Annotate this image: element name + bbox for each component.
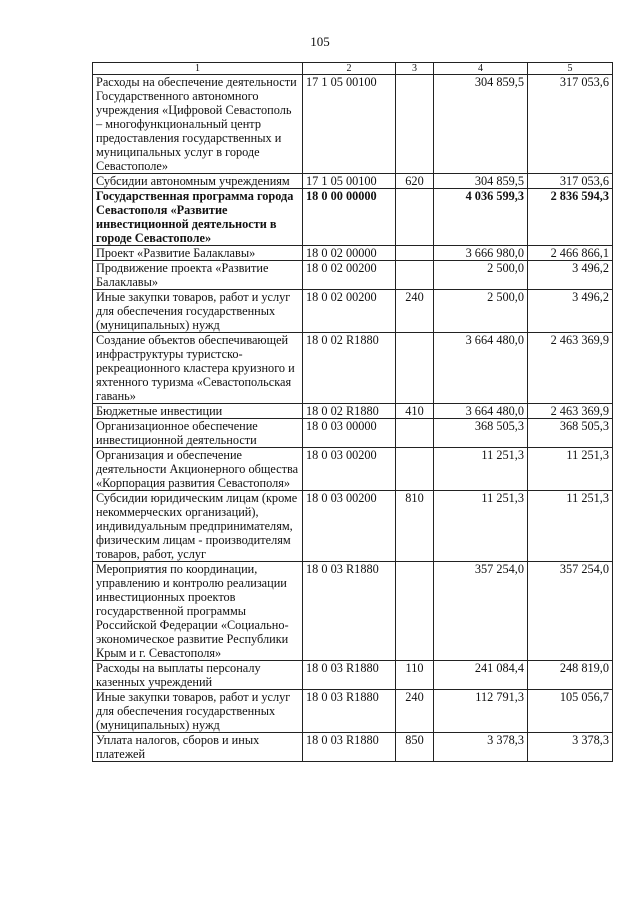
row-code-cell: 18 0 02 00200 [303, 261, 396, 290]
row-name-cell: Организационное обеспечение инвестиционной деятельности [93, 419, 303, 448]
row-code-cell: 18 0 03 00200 [303, 448, 396, 491]
page-number: 105 [310, 34, 330, 49]
row-type-cell [396, 419, 434, 448]
table-row [93, 333, 613, 404]
row-type-cell [396, 189, 434, 246]
table-row [93, 733, 613, 762]
row-name-cell: Расходы на обеспечение деятельности Государственного автономного учреждения «Цифровой Севастополь – многофункциональный центр предоставления государственных и муниципальных услуг в городе Севастополе» [93, 75, 303, 174]
row-type-cell: 240 [396, 290, 434, 333]
column-header-value-1: 4 [434, 63, 528, 75]
row-type-cell: 110 [396, 661, 434, 690]
row-value-1-cell: 2 500,0 [434, 290, 528, 333]
row-value-2-cell: 2 466 866,1 [528, 246, 613, 261]
row-code-cell: 17 1 05 00100 [303, 174, 396, 189]
row-name-cell: Расходы на выплаты персоналу казенных учреждений [93, 661, 303, 690]
row-type-cell: 240 [396, 690, 434, 733]
row-value-1-cell: 3 664 480,0 [434, 404, 528, 419]
row-code-cell: 18 0 02 R1880 [303, 333, 396, 404]
table-row [93, 404, 613, 419]
row-code-cell: 18 0 03 R1880 [303, 661, 396, 690]
table-row [93, 562, 613, 661]
row-name-cell: Мероприятия по координации, управлению и контролю реализации инвестиционных проектов государственной программы Российской Федерации «Социально-экономическое развитие Республики Крым и г. Севастополя» [93, 562, 303, 661]
row-name-cell: Бюджетные инвестиции [93, 404, 303, 419]
row-value-1-cell: 304 859,5 [434, 75, 528, 174]
row-code-cell: 18 0 03 00200 [303, 491, 396, 562]
row-value-2-cell: 368 505,3 [528, 419, 613, 448]
row-type-cell: 810 [396, 491, 434, 562]
row-code-cell: 18 0 03 R1880 [303, 733, 396, 762]
row-value-2-cell: 3 496,2 [528, 290, 613, 333]
row-value-1-cell: 11 251,3 [434, 491, 528, 562]
row-type-cell [396, 261, 434, 290]
budget-table [92, 62, 613, 762]
table-body [93, 75, 613, 762]
row-name-cell: Проект «Развитие Балаклавы» [93, 246, 303, 261]
row-code-cell: 18 0 03 00000 [303, 419, 396, 448]
row-value-1-cell: 11 251,3 [434, 448, 528, 491]
row-value-2-cell: 2 836 594,3 [528, 189, 613, 246]
row-value-2-cell: 317 053,6 [528, 75, 613, 174]
row-code-cell: 18 0 02 00200 [303, 290, 396, 333]
row-name-cell: Организация и обеспечение деятельности Акционерного общества «Корпорация развития Севастополя» [93, 448, 303, 491]
table-row [93, 290, 613, 333]
row-value-2-cell: 11 251,3 [528, 448, 613, 491]
row-value-1-cell: 4 036 599,3 [434, 189, 528, 246]
row-value-2-cell: 11 251,3 [528, 491, 613, 562]
table-row [93, 261, 613, 290]
row-name-cell: Иные закупки товаров, работ и услуг для обеспечения государственных (муниципальных) нужд [93, 690, 303, 733]
row-type-cell [396, 75, 434, 174]
table-row [93, 448, 613, 491]
row-value-2-cell: 2 463 369,9 [528, 333, 613, 404]
column-header-value-2: 5 [528, 63, 613, 75]
row-value-1-cell: 241 084,4 [434, 661, 528, 690]
row-value-2-cell: 357 254,0 [528, 562, 613, 661]
row-value-1-cell: 3 666 980,0 [434, 246, 528, 261]
row-value-1-cell: 304 859,5 [434, 174, 528, 189]
row-name-cell: Государственная программа города Севастополя «Развитие инвестиционной деятельности в городе Севастополе» [93, 189, 303, 246]
table-row [93, 690, 613, 733]
row-type-cell: 410 [396, 404, 434, 419]
row-name-cell: Продвижение проекта «Развитие Балаклавы» [93, 261, 303, 290]
row-value-1-cell: 3 664 480,0 [434, 333, 528, 404]
row-name-cell: Субсидии автономным учреждениям [93, 174, 303, 189]
table-row [93, 189, 613, 246]
row-value-2-cell: 3 496,2 [528, 261, 613, 290]
table-row [93, 246, 613, 261]
row-value-1-cell: 3 378,3 [434, 733, 528, 762]
row-type-cell: 620 [396, 174, 434, 189]
column-header-type: 3 [396, 63, 434, 75]
table-header-row [93, 63, 613, 75]
row-code-cell: 18 0 02 00000 [303, 246, 396, 261]
row-value-2-cell: 248 819,0 [528, 661, 613, 690]
row-value-2-cell: 3 378,3 [528, 733, 613, 762]
row-type-cell: 850 [396, 733, 434, 762]
row-type-cell [396, 562, 434, 661]
row-value-2-cell: 2 463 369,9 [528, 404, 613, 419]
row-type-cell [396, 448, 434, 491]
table-row [93, 174, 613, 189]
row-value-2-cell: 317 053,6 [528, 174, 613, 189]
row-type-cell [396, 333, 434, 404]
row-code-cell: 17 1 05 00100 [303, 75, 396, 174]
row-value-2-cell: 105 056,7 [528, 690, 613, 733]
row-code-cell: 18 0 03 R1880 [303, 562, 396, 661]
row-name-cell: Субсидии юридическим лицам (кроме некоммерческих организаций), индивидуальным предпринимателям, физическим лицам - производителям товаров, работ, услуг [93, 491, 303, 562]
table-row [93, 491, 613, 562]
row-value-1-cell: 2 500,0 [434, 261, 528, 290]
row-type-cell [396, 246, 434, 261]
row-name-cell: Создание объектов обеспечивающей инфраструктуры туристско-рекреационного кластера круизного и яхтенного туризма «Севастопольская гавань» [93, 333, 303, 404]
table-row [93, 661, 613, 690]
row-name-cell: Уплата налогов, сборов и иных платежей [93, 733, 303, 762]
row-code-cell: 18 0 02 R1880 [303, 404, 396, 419]
column-header-name: 1 [93, 63, 303, 75]
row-code-cell: 18 0 00 00000 [303, 189, 396, 246]
row-code-cell: 18 0 03 R1880 [303, 690, 396, 733]
row-value-1-cell: 368 505,3 [434, 419, 528, 448]
row-name-cell: Иные закупки товаров, работ и услуг для обеспечения государственных (муниципальных) нужд [93, 290, 303, 333]
row-value-1-cell: 357 254,0 [434, 562, 528, 661]
column-header-code: 2 [303, 63, 396, 75]
table-row [93, 419, 613, 448]
row-value-1-cell: 112 791,3 [434, 690, 528, 733]
table-row [93, 75, 613, 174]
